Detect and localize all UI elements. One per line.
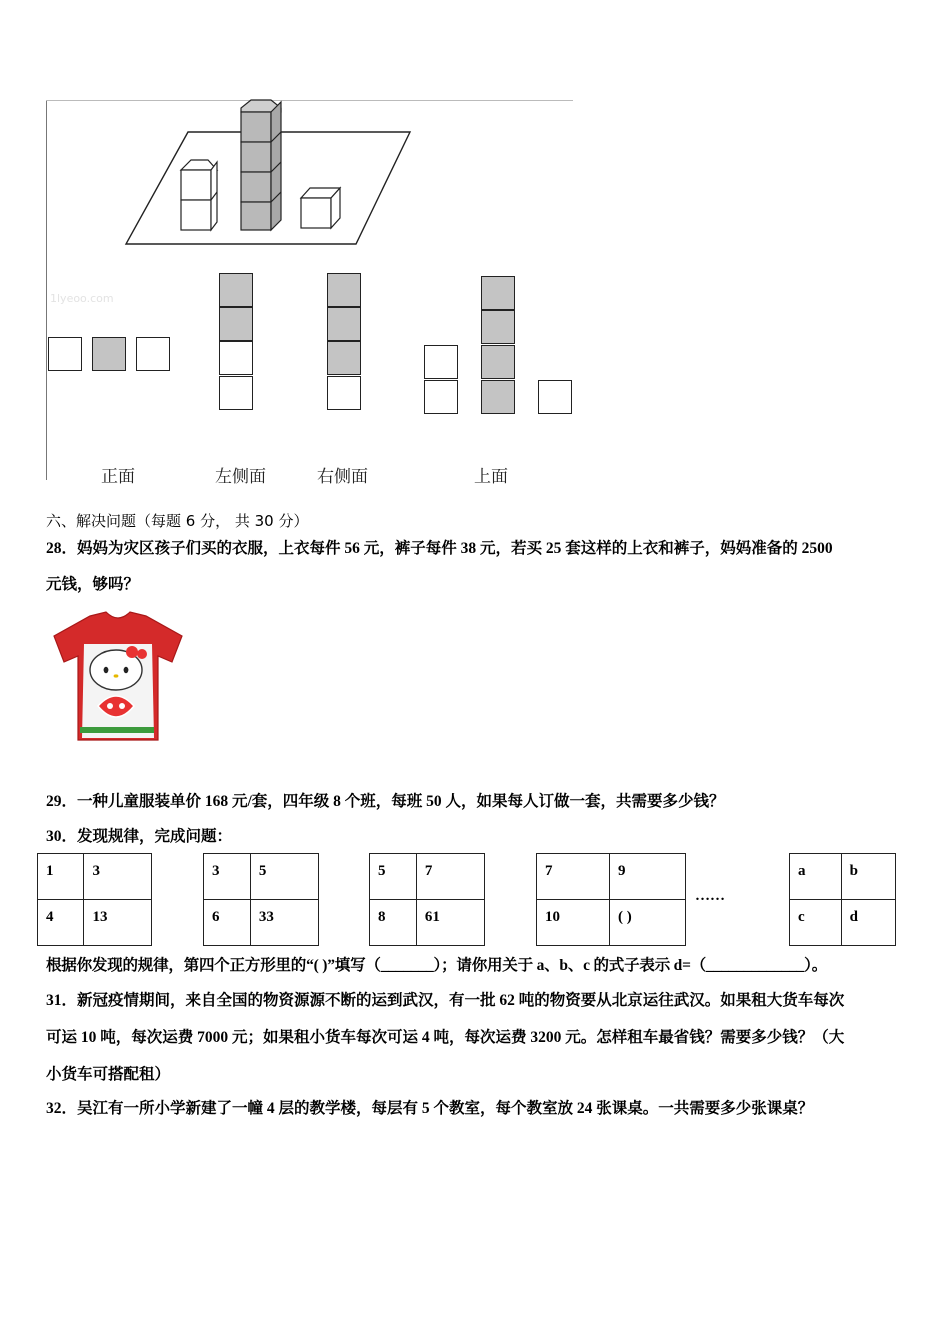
pattern-square-2: [203, 853, 319, 946]
top-view-square-shaded: [481, 380, 515, 414]
label-right-side: 右侧面: [317, 467, 368, 487]
cell: d: [841, 900, 895, 946]
left-view-square: [219, 341, 253, 375]
right-view-square-shaded: [327, 307, 361, 341]
cell: 10: [537, 900, 610, 946]
figure-frame-left: [46, 100, 47, 480]
question-28-line2: 元钱，够吗？: [46, 576, 140, 593]
cell: 6: [204, 900, 251, 946]
question-31-line3: 小货车可搭配租）: [46, 1066, 171, 1083]
question-32: 32．吴江有一所小学新建了一幢 4 层的教学楼，每层有 5 个教室，每个教室放 24 张课桌。一共需要多少张课桌？: [46, 1100, 814, 1117]
cell: 7: [537, 854, 610, 900]
left-view-square-shaded: [219, 273, 253, 307]
question-31-line2: 可运 10 吨，每次运费 7000 元；如果租小货车每次可运 4 吨，每次运费 3200 元。怎样租车最省钱？需要多少钱？（大: [46, 1029, 845, 1046]
top-view-square-shaded: [481, 276, 515, 310]
cube-3d-figure: [120, 98, 415, 248]
top-view-square: [538, 380, 572, 414]
cell: a: [790, 854, 842, 900]
tshirt-image: [50, 610, 186, 746]
front-view-square: [136, 337, 170, 371]
pattern-square-4: [536, 853, 686, 946]
cell: b: [841, 854, 895, 900]
top-view-square-shaded: [481, 345, 515, 379]
cell: 5: [370, 854, 417, 900]
tall-stack-side-face: [271, 102, 281, 230]
top-view-square-shaded: [481, 310, 515, 344]
pattern-square-1: [37, 853, 152, 946]
question-28-line1: 28．妈妈为灾区孩子们买的衣服，上衣每件 56 元，裤子每件 38 元，若买 25 套这样的上衣和裤子，妈妈准备的 2500: [46, 540, 833, 557]
label-top: 上面: [474, 467, 508, 487]
watermark: 1lyeoo.com: [50, 292, 114, 305]
pattern-square-general: [789, 853, 896, 946]
section-title: 六、解决问题（每题 6 分， 共 30 分）: [46, 512, 309, 530]
cell: 33: [250, 900, 318, 946]
cell: 3: [204, 854, 251, 900]
cell: 5: [250, 854, 318, 900]
label-front: 正面: [101, 467, 135, 487]
question-30-title: 30．发现规律，完成问题：: [46, 828, 233, 845]
cell: 3: [84, 854, 152, 900]
left-view-square-shaded: [219, 307, 253, 341]
right-view-square-shaded: [327, 341, 361, 375]
cell: 7: [416, 854, 484, 900]
cell: 13: [84, 900, 152, 946]
ellipsis: ……: [695, 888, 725, 904]
cell: 8: [370, 900, 417, 946]
front-view-square: [48, 337, 82, 371]
right-view-square: [327, 376, 361, 410]
pattern-square-3: [369, 853, 485, 946]
left-view-square: [219, 376, 253, 410]
top-view-square: [424, 345, 458, 379]
cell: 9: [610, 854, 686, 900]
question-30-prompt: 根据你发现的规律，第四个正方形里的“( )”填写（_______）；请你用关于 a、b、c 的式子表示 d=（_____________）。: [46, 957, 828, 974]
cell: 4: [38, 900, 84, 946]
cell: 1: [38, 854, 84, 900]
cell: 61: [416, 900, 484, 946]
front-view-square-shaded: [92, 337, 126, 371]
cell: ( ): [610, 900, 686, 946]
right-view-square-shaded: [327, 273, 361, 307]
label-left-side: 左侧面: [215, 467, 266, 487]
question-31-line1: 31．新冠疫情期间，来自全国的物资源源不断的运到武汉，有一批 62 吨的物资要从北京运往武汉。如果租大货车每次: [46, 992, 845, 1009]
top-view-square: [424, 380, 458, 414]
cell: c: [790, 900, 842, 946]
question-29: 29．一种儿童服装单价 168 元/套，四年级 8 个班，每班 50 人，如果每人订做一套，共需要多少钱？: [46, 793, 725, 810]
